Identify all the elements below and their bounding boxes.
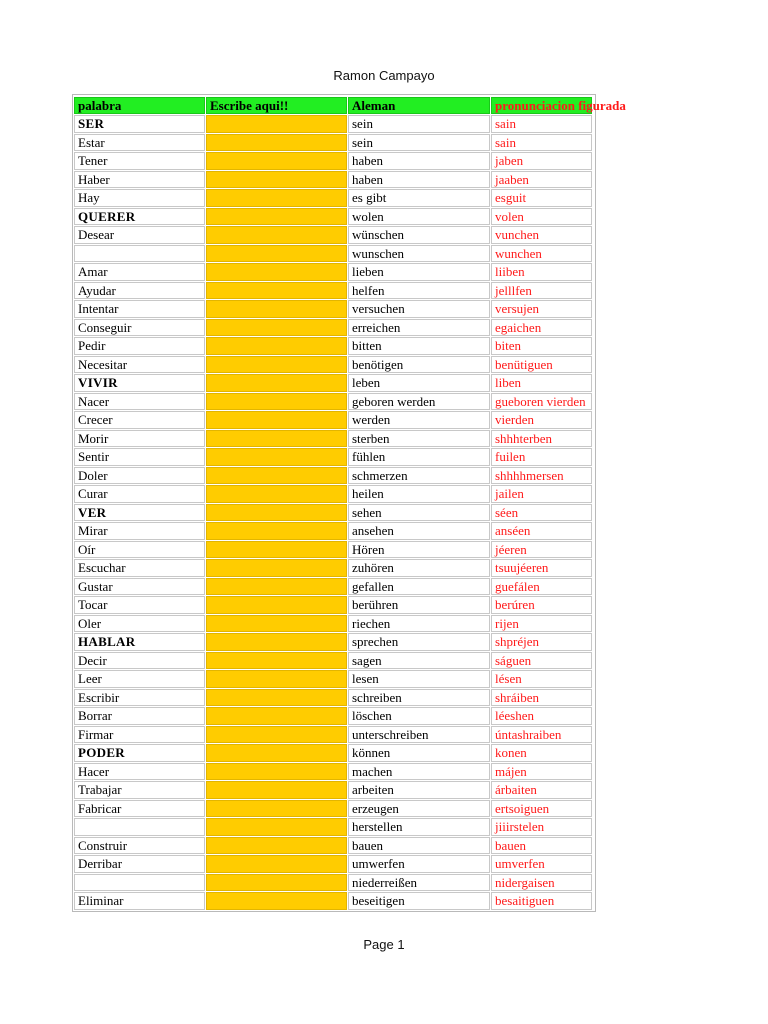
write-here-cell[interactable] (206, 226, 347, 244)
table-row (74, 762, 594, 781)
aleman-cell: versuchen (348, 300, 490, 318)
aleman-cell: können (348, 744, 490, 762)
aleman-cell: heilen (348, 485, 490, 503)
palabra-cell: Tocar (74, 596, 205, 614)
aleman-cell: sein (348, 134, 490, 152)
write-here-cell[interactable] (206, 707, 347, 725)
palabra-cell: Sentir (74, 448, 205, 466)
table-row (74, 263, 594, 282)
aleman-cell: herstellen (348, 818, 490, 836)
aleman-cell: sterben (348, 430, 490, 448)
aleman-cell: löschen (348, 707, 490, 725)
document-header: Ramon Campayo (333, 68, 435, 83)
pronunciation-cell: ságuen (491, 652, 592, 670)
table-header-row (74, 96, 626, 115)
pronunciation-cell: léeshen (491, 707, 592, 725)
aleman-cell: beseitigen (348, 892, 490, 910)
table-row (74, 448, 594, 467)
palabra-cell: Intentar (74, 300, 205, 318)
palabra-cell (74, 818, 205, 836)
palabra-cell: Mirar (74, 522, 205, 540)
page-number: Page 1 (363, 937, 405, 952)
palabra-cell: Trabajar (74, 781, 205, 799)
table-row (74, 836, 594, 855)
write-here-cell[interactable] (206, 633, 347, 651)
aleman-cell: leben (348, 374, 490, 392)
pronunciation-cell: nidergaisen (491, 874, 592, 892)
pronunciation-cell: gueboren vierden (491, 393, 592, 411)
write-here-cell[interactable] (206, 319, 347, 337)
write-here-cell[interactable] (206, 337, 347, 355)
aleman-cell: fühlen (348, 448, 490, 466)
palabra-cell: Doler (74, 467, 205, 485)
write-here-cell[interactable] (206, 171, 347, 189)
table-body (74, 115, 594, 911)
write-here-cell[interactable] (206, 615, 347, 633)
aleman-cell: erreichen (348, 319, 490, 337)
header-escribe: Escribe aqui!! (206, 97, 347, 115)
palabra-cell: Ayudar (74, 282, 205, 300)
aleman-cell: helfen (348, 282, 490, 300)
table-row (74, 466, 594, 485)
pronunciation-cell: jaaben (491, 171, 592, 189)
aleman-cell: wunschen (348, 245, 490, 263)
write-here-cell[interactable] (206, 263, 347, 281)
pronunciation-cell: versujen (491, 300, 592, 318)
palabra-cell: Haber (74, 171, 205, 189)
palabra-cell: Conseguir (74, 319, 205, 337)
write-here-cell[interactable] (206, 596, 347, 614)
table-row (74, 189, 594, 208)
pronunciation-cell: konen (491, 744, 592, 762)
write-here-cell[interactable] (206, 818, 347, 836)
table-row (74, 318, 594, 337)
aleman-cell: schmerzen (348, 467, 490, 485)
write-here-cell[interactable] (206, 245, 347, 263)
write-here-cell[interactable] (206, 189, 347, 207)
table-row (74, 799, 594, 818)
pronunciation-cell: árbaiten (491, 781, 592, 799)
pronunciation-cell: ertsoiguen (491, 800, 592, 818)
palabra-cell: Necesitar (74, 356, 205, 374)
palabra-cell: Estar (74, 134, 205, 152)
write-here-cell[interactable] (206, 393, 347, 411)
aleman-cell: umwerfen (348, 855, 490, 873)
palabra-cell (74, 874, 205, 892)
pronunciation-cell: shpréjen (491, 633, 592, 651)
write-here-cell[interactable] (206, 300, 347, 318)
palabra-cell: Escribir (74, 689, 205, 707)
palabra-cell: QUERER (74, 208, 205, 226)
aleman-cell: gefallen (348, 578, 490, 596)
palabra-cell: Leer (74, 670, 205, 688)
pronunciation-cell: sain (491, 115, 592, 133)
table-row (74, 429, 594, 448)
pronunciation-cell: lésen (491, 670, 592, 688)
aleman-cell: arbeiten (348, 781, 490, 799)
pronunciation-cell: esguit (491, 189, 592, 207)
table-row (74, 485, 594, 504)
pronunciation-cell: rijen (491, 615, 592, 633)
palabra-cell (74, 245, 205, 263)
aleman-cell: lesen (348, 670, 490, 688)
table-row (74, 707, 594, 726)
pronunciation-cell: úntashraiben (491, 726, 592, 744)
table-row (74, 818, 594, 837)
pronunciation-cell: shhhterben (491, 430, 592, 448)
write-here-cell[interactable] (206, 467, 347, 485)
table-row (74, 892, 594, 911)
palabra-cell: Amar (74, 263, 205, 281)
pronunciation-cell: wunchen (491, 245, 592, 263)
pronunciation-cell: tsuujéeren (491, 559, 592, 577)
table-row (74, 152, 594, 171)
write-here-cell[interactable] (206, 504, 347, 522)
write-here-cell[interactable] (206, 726, 347, 744)
pronunciation-cell: vierden (491, 411, 592, 429)
table-row (74, 596, 594, 615)
pronunciation-cell: shráiben (491, 689, 592, 707)
pronunciation-cell: májen (491, 763, 592, 781)
pronunciation-cell: guefálen (491, 578, 592, 596)
aleman-cell: berühren (348, 596, 490, 614)
write-here-cell[interactable] (206, 485, 347, 503)
table-row (74, 281, 594, 300)
palabra-cell: Gustar (74, 578, 205, 596)
write-here-cell[interactable] (206, 837, 347, 855)
write-here-cell[interactable] (206, 152, 347, 170)
table-row (74, 170, 594, 189)
palabra-cell: Oler (74, 615, 205, 633)
write-here-cell[interactable] (206, 652, 347, 670)
aleman-cell: haben (348, 171, 490, 189)
pronunciation-cell: séen (491, 504, 592, 522)
palabra-cell: HABLAR (74, 633, 205, 651)
palabra-cell: Nacer (74, 393, 205, 411)
pronunciation-cell: jaben (491, 152, 592, 170)
palabra-cell: Eliminar (74, 892, 205, 910)
aleman-cell: sprechen (348, 633, 490, 651)
table-row (74, 522, 594, 541)
write-here-cell[interactable] (206, 689, 347, 707)
table-row (74, 133, 594, 152)
table-row (74, 207, 594, 226)
table-row (74, 873, 594, 892)
table-row (74, 392, 594, 411)
aleman-cell: sagen (348, 652, 490, 670)
aleman-cell: bitten (348, 337, 490, 355)
table-row (74, 374, 594, 393)
pronunciation-cell: benütiguen (491, 356, 592, 374)
write-here-cell[interactable] (206, 855, 347, 873)
palabra-cell: Crecer (74, 411, 205, 429)
write-here-cell[interactable] (206, 541, 347, 559)
write-here-cell[interactable] (206, 411, 347, 429)
pronunciation-cell: egaichen (491, 319, 592, 337)
write-here-cell[interactable] (206, 522, 347, 540)
table-row (74, 337, 594, 356)
pronunciation-cell: jéeren (491, 541, 592, 559)
table-row (74, 744, 594, 763)
aleman-cell: machen (348, 763, 490, 781)
table-row (74, 651, 594, 670)
pronunciation-cell: bauen (491, 837, 592, 855)
write-here-cell[interactable] (206, 356, 347, 374)
write-here-cell[interactable] (206, 800, 347, 818)
palabra-cell: Hacer (74, 763, 205, 781)
aleman-cell: werden (348, 411, 490, 429)
write-here-cell[interactable] (206, 874, 347, 892)
aleman-cell: sehen (348, 504, 490, 522)
palabra-cell: Escuchar (74, 559, 205, 577)
header-aleman: Aleman (348, 97, 490, 115)
aleman-cell: es gibt (348, 189, 490, 207)
pronunciation-cell: anséen (491, 522, 592, 540)
aleman-cell: benötigen (348, 356, 490, 374)
write-here-cell[interactable] (206, 282, 347, 300)
palabra-cell: Fabricar (74, 800, 205, 818)
aleman-cell: zuhören (348, 559, 490, 577)
table-row (74, 115, 594, 134)
vocabulary-table (72, 94, 626, 912)
palabra-cell: Firmar (74, 726, 205, 744)
header-palabra: palabra (74, 97, 205, 115)
table-row (74, 559, 594, 578)
pronunciation-cell: fuilen (491, 448, 592, 466)
palabra-cell: Tener (74, 152, 205, 170)
write-here-cell[interactable] (206, 578, 347, 596)
pronunciation-cell: liiben (491, 263, 592, 281)
table-row (74, 614, 594, 633)
write-here-cell[interactable] (206, 781, 347, 799)
aleman-cell: ansehen (348, 522, 490, 540)
write-here-cell[interactable] (206, 115, 347, 133)
aleman-cell: bauen (348, 837, 490, 855)
aleman-cell: niederreißen (348, 874, 490, 892)
palabra-cell: Hay (74, 189, 205, 207)
pronunciation-cell: volen (491, 208, 592, 226)
table-row (74, 855, 594, 874)
pronunciation-cell: shhhhmersen (491, 467, 592, 485)
palabra-cell: VER (74, 504, 205, 522)
palabra-cell: Pedir (74, 337, 205, 355)
pronunciation-cell: sain (491, 134, 592, 152)
write-here-cell[interactable] (206, 892, 347, 910)
palabra-cell: Decir (74, 652, 205, 670)
pronunciation-cell: biten (491, 337, 592, 355)
aleman-cell: riechen (348, 615, 490, 633)
write-here-cell[interactable] (206, 448, 347, 466)
aleman-cell: haben (348, 152, 490, 170)
pronunciation-cell: jailen (491, 485, 592, 503)
aleman-cell: wolen (348, 208, 490, 226)
aleman-cell: Hören (348, 541, 490, 559)
write-here-cell[interactable] (206, 763, 347, 781)
aleman-cell: wünschen (348, 226, 490, 244)
aleman-cell: erzeugen (348, 800, 490, 818)
write-here-cell[interactable] (206, 208, 347, 226)
table-row (74, 355, 594, 374)
table-row (74, 577, 594, 596)
aleman-cell: geboren werden (348, 393, 490, 411)
write-here-cell[interactable] (206, 670, 347, 688)
palabra-cell: Oír (74, 541, 205, 559)
table-row (74, 688, 594, 707)
palabra-cell: Desear (74, 226, 205, 244)
write-here-cell[interactable] (206, 134, 347, 152)
palabra-cell: Construir (74, 837, 205, 855)
table-row (74, 670, 594, 689)
write-here-cell[interactable] (206, 559, 347, 577)
pronunciation-cell: vunchen (491, 226, 592, 244)
aleman-cell: sein (348, 115, 490, 133)
pronunciation-cell: umverfen (491, 855, 592, 873)
write-here-cell[interactable] (206, 744, 347, 762)
pronunciation-cell: jelllfen (491, 282, 592, 300)
table-row (74, 503, 594, 522)
table-row (74, 633, 594, 652)
table-row (74, 244, 594, 263)
palabra-cell: Curar (74, 485, 205, 503)
write-here-cell[interactable] (206, 430, 347, 448)
palabra-cell: PODER (74, 744, 205, 762)
palabra-cell: VIVIR (74, 374, 205, 392)
write-here-cell[interactable] (206, 374, 347, 392)
table-row (74, 540, 594, 559)
table-row (74, 226, 594, 245)
pronunciation-cell: besaitiguen (491, 892, 592, 910)
palabra-cell: Derribar (74, 855, 205, 873)
pronunciation-cell: liben (491, 374, 592, 392)
header-pronunciacion: pronunciacion figurada (491, 97, 592, 115)
aleman-cell: lieben (348, 263, 490, 281)
aleman-cell: schreiben (348, 689, 490, 707)
table-row (74, 781, 594, 800)
palabra-cell: SER (74, 115, 205, 133)
aleman-cell: unterschreiben (348, 726, 490, 744)
palabra-cell: Morir (74, 430, 205, 448)
pronunciation-cell: jiiirstelen (491, 818, 592, 836)
table-row (74, 300, 594, 319)
table-row (74, 411, 594, 430)
table-row (74, 725, 594, 744)
pronunciation-cell: berúren (491, 596, 592, 614)
palabra-cell: Borrar (74, 707, 205, 725)
